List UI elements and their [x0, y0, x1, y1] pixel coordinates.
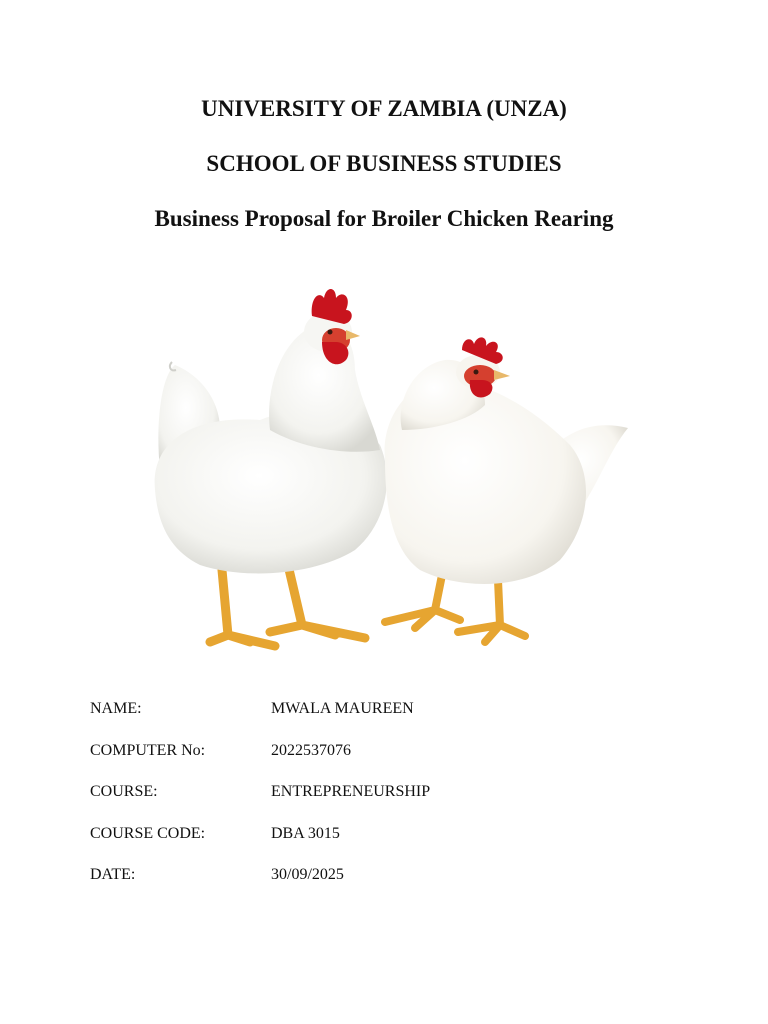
info-label: COMPUTER No:	[90, 741, 206, 759]
left-chicken	[155, 289, 387, 646]
info-row-name	[90, 700, 650, 742]
info-label: NAME:	[90, 700, 142, 717]
student-info	[90, 700, 650, 908]
info-row-course-code	[90, 825, 650, 867]
info-value: MWALA MAUREEN	[271, 700, 414, 717]
info-label: DATE:	[90, 866, 136, 883]
university-heading: UNIVERSITY OF ZAMBIA (UNZA)	[201, 96, 567, 121]
info-row-computer-no	[90, 742, 650, 784]
proposal-title: Business Proposal for Broiler Chicken Rearing	[154, 206, 614, 231]
info-value: 2022537076	[271, 741, 351, 759]
info-label: COURSE:	[90, 783, 158, 800]
info-row-course	[90, 783, 650, 825]
info-row-date	[90, 866, 650, 908]
info-value: ENTREPRENEURSHIP	[271, 783, 431, 800]
right-chicken	[385, 337, 628, 642]
info-value: 30/09/2025	[271, 866, 344, 883]
school-heading: SCHOOL OF BUSINESS STUDIES	[206, 151, 562, 176]
chickens-illustration	[140, 280, 640, 660]
info-label: COURSE CODE:	[90, 824, 206, 842]
info-value: DBA 3015	[271, 824, 340, 842]
